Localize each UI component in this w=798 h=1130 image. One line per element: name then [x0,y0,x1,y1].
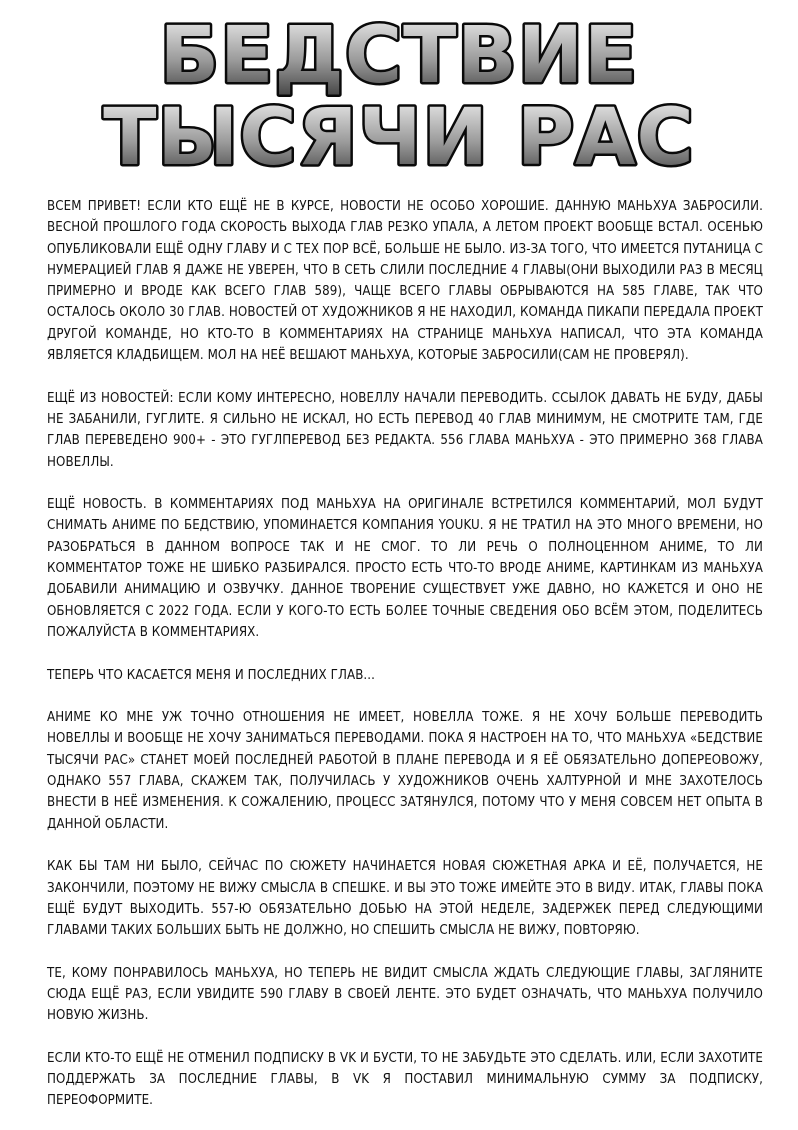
announcement-text [47,196,763,1112]
paragraph-4: ТЕПЕРЬ ЧТО КАСАЕТСЯ МЕНЯ И ПОСЛЕДНИХ ГЛАВ... [47,667,376,683]
title-logo-graphic [0,6,798,176]
paragraph-3: ЕЩЁ НОВОСТЬ. В КОММЕНТАРИЯХ ПОД МАНЬХУА НА ОРИГИНАЛЕ ВСТРЕТИЛСЯ КОММЕНТАРИЙ, МОЛ БУДУТ СНИМАТЬ АНИМЕ ПО БЕДСТВИЮ, УПОМИНАЕТСЯ КОМПАНИЯ YOUKU. Я НЕ ТРАТИЛ НА ЭТО МНОГО ВРЕМЕНИ, НО РАЗОБРАТЬСЯ В ДАННОМ ВОПРОСЕ ТАК И НЕ СМОГ. ТО ЛИ РЕЧЬ О ПОЛНОЦЕННОМ АНИМЕ, ТО ЛИ КОММЕНТАТОР ТОЖЕ НЕ ШИБКО РАЗБИРАЛСЯ. ПРОСТО ЕСТЬ ЧТО-ТО ВРОДЕ АНИМЕ, КАРТИНКАМ ИЗ МАНЬХУА ДОБАВИЛИ АНИМАЦИЮ И ОЗВУЧКУ. ДАННОЕ ТВОРЕНИЕ СУЩЕСТВУЕТ УЖЕ ДАВНО, НО КАЖЕТСЯ И ОНО НЕ ОБНОВЛЯЕТСЯ С 2022 ГОДА. ЕСЛИ У КОГО-ТО ЕСТЬ БОЛЕЕ ТОЧНЫЕ СВЕДЕНИЯ ОБО ВСЁМ ЭТОМ, ПОДЕЛИТЕСЬ ПОЖАЛУЙСТА В КОММЕНТАРИЯХ. [47,497,763,640]
paragraph-8: ЕСЛИ КТО-ТО ЕЩЁ НЕ ОТМЕНИЛ ПОДПИСКУ В VK И БУСТИ, ТО НЕ ЗАБУДЬТЕ ЭТО СДЕЛАТЬ. ИЛИ, ЕСЛИ ЗАХОТИТЕ ПОДДЕРЖАТЬ ЗА ПОСЛЕДНИЕ ГЛАВЫ, В VK Я ПОСТАВИЛ МИНИМАЛЬНУЮ СУММУ ЗА ПОДПИСКУ, ПЕРЕОФОРМИТЕ. [47,1050,763,1109]
paragraph-6: КАК БЫ ТАМ НИ БЫЛО, СЕЙЧАС ПО СЮЖЕТУ НАЧИНАЕТСЯ НОВАЯ СЮЖЕТНАЯ АРКА И ЕЁ, ПОЛУЧАЕТСЯ, НЕ ЗАКОНЧИЛИ, ПОЭТОМУ НЕ ВИЖУ СМЫСЛА В СПЕШКЕ. И ВЫ ЭТО ТОЖЕ ИМЕЙТЕ ЭТО В ВИДУ. ИТАК, ГЛАВЫ ПОКА ЕЩЁ БУДУТ ВЫХОДИТЬ. 557-Ю ОБЯЗАТЕЛЬНО ДОБЬЮ НА ЭТОЙ НЕДЕЛЕ, ЗАДЕРЖЕК ПЕРЕД СЛЕДУЮЩИМИ ГЛАВАМИ ТАКИХ БОЛЬШИХ БЫТЬ НЕ ДОЛЖНО, НО СПЕШИТЬ СМЫСЛА НЕ ВИЖУ, ПОВТОРЯЮ. [47,859,763,939]
title-logo [0,6,798,176]
title-line-2: ТЫСЯЧИ РАС [103,93,695,176]
paragraph-2: ЕЩЁ ИЗ НОВОСТЕЙ: ЕСЛИ КОМУ ИНТЕРЕСНО, НОВЕЛЛУ НАЧАЛИ ПЕРЕВОДИТЬ. ССЫЛОК ДАВАТЬ НЕ БУДУ, ДАБЫ НЕ ЗАБАНИЛИ, ГУГЛИТЕ. Я СИЛЬНО НЕ ИСКАЛ, НО ЕСТЬ ПЕРЕВОД 40 ГЛАВ МИНИМУМ, НЕ СМОТРИТЕ ТАМ, ГДЕ ГЛАВ ПЕРЕВЕДЕНО 900+ - ЭТО ГУГЛПЕРЕВОД БЕЗ РЕДАКТА. 556 ГЛАВА МАНЬХУА - ЭТО ПРИМЕРНО 368 ГЛАВА НОВЕЛЛЫ. [47,390,763,470]
paragraph-1: ВСЕМ ПРИВЕТ! ЕСЛИ КТО ЕЩЁ НЕ В КУРСЕ, НОВОСТИ НЕ ОСОБО ХОРОШИЕ. ДАННУЮ МАНЬХУА ЗАБРОСИЛИ. ВЕСНОЙ ПРОШЛОГО ГОДА СКОРОСТЬ ВЫХОДА ГЛАВ РЕЗКО УПАЛА, А ЛЕТОМ ПРОЕКТ ВООБЩЕ ВСТАЛ. ОСЕНЬЮ ОПУБЛИКОВАЛИ ЕЩЁ ОДНУ ГЛАВУ И С ТЕХ ПОР ВСЁ, БОЛЬШЕ НЕ БЫЛО. ИЗ-ЗА ТОГО, ЧТО ИМЕЕТСЯ ПУТАНИЦА С НУМЕРАЦИЕЙ ГЛАВ Я ДАЖЕ НЕ УВЕРЕН, ЧТО В СЕТЬ СЛИЛИ ПОСЛЕДНИЕ 4 ГЛАВЫ(ОНИ ВЫХОДИЛИ РАЗ В МЕСЯЦ ПРИМЕРНО И ВРОДЕ КАК ВСЕГО ГЛАВ 589), ЧАЩЕ ВСЕГО ГЛАВЫ ОБРЫВАЮТСЯ НА 585 ГЛАВЕ, ТАК ЧТО ОСТАЛОСЬ ОКОЛО 30 ГЛАВ. НОВОСТЕЙ ОТ ХУДОЖНИКОВ Я НЕ НАХОДИЛ, КОМАНДА ПИКАПИ ПЕРЕДАЛА ПРОЕКТ ДРУГОЙ КОМАНДЕ, НО КТО-ТО В КОММЕНТАРИЯХ НА СТРАНИЦЕ МАНЬХУА НАПИСАЛ, ЧТО ЭТА КОМАНДА ЯВЛЯЕТСЯ КЛАДБИЩЕМ. МОЛ НА НЕЁ ВЕШАЮТ МАНЬХУА, КОТОРЫЕ ЗАБРОСИЛИ(САМ НЕ ПРОВЕРЯЛ). [47,199,763,364]
title-line-1: БЕДСТВИЕ [159,11,639,101]
paragraph-5: АНИМЕ КО МНЕ УЖ ТОЧНО ОТНОШЕНИЯ НЕ ИМЕЕТ, НОВЕЛЛА ТОЖЕ. Я НЕ ХОЧУ БОЛЬШЕ ПЕРЕВОДИТЬ НОВЕЛЛЫ И ВООБЩЕ НЕ ХОЧУ ЗАНИМАТЬСЯ ПЕРЕВОДАМИ. ПОКА Я НАСТРОЕН НА ТО, ЧТО МАНЬХУА «БЕДСТВИЕ ТЫСЯЧИ РАС» СТАНЕТ МОЕЙ ПОСЛЕДНЕЙ РАБОТОЙ В ПЛАНЕ ПЕРЕВОДА И Я ЕЁ ОБЯЗАТЕЛЬНО ДОПЕРЕОВОЖУ, ОДНАКО 557 ГЛАВА, СКАЖЕМ ТАК, ПОЛУЧИЛАСЬ У ХУДОЖНИКОВ ОЧЕНЬ ХАЛТУРНОЙ И МНЕ ЗАХОТЕЛОСЬ ВНЕСТИ В НЕЁ ИЗМЕНЕНИЯ. К СОЖАЛЕНИЮ, ПРОЦЕСС ЗАТЯНУЛСЯ, ПОТОМУ ЧТО У МЕНЯ СОВСЕМ НЕТ ОПЫТА В ДАННОЙ ОБЛАСТИ. [47,710,763,832]
paragraph-7: ТЕ, КОМУ ПОНРАВИЛОСЬ МАНЬХУА, НО ТЕПЕРЬ НЕ ВИДИТ СМЫСЛА ЖДАТЬ СЛЕДУЮЩИЕ ГЛАВЫ, ЗАГЛЯНИТЕ СЮДА ЕЩЁ РАЗ, ЕСЛИ УВИДИТЕ 590 ГЛАВУ В СВОЕЙ ЛЕНТЕ. ЭТО БУДЕТ ОЗНАЧАТЬ, ЧТО МАНЬХУА ПОЛУЧИЛО НОВУЮ ЖИЗНЬ. [47,965,763,1024]
